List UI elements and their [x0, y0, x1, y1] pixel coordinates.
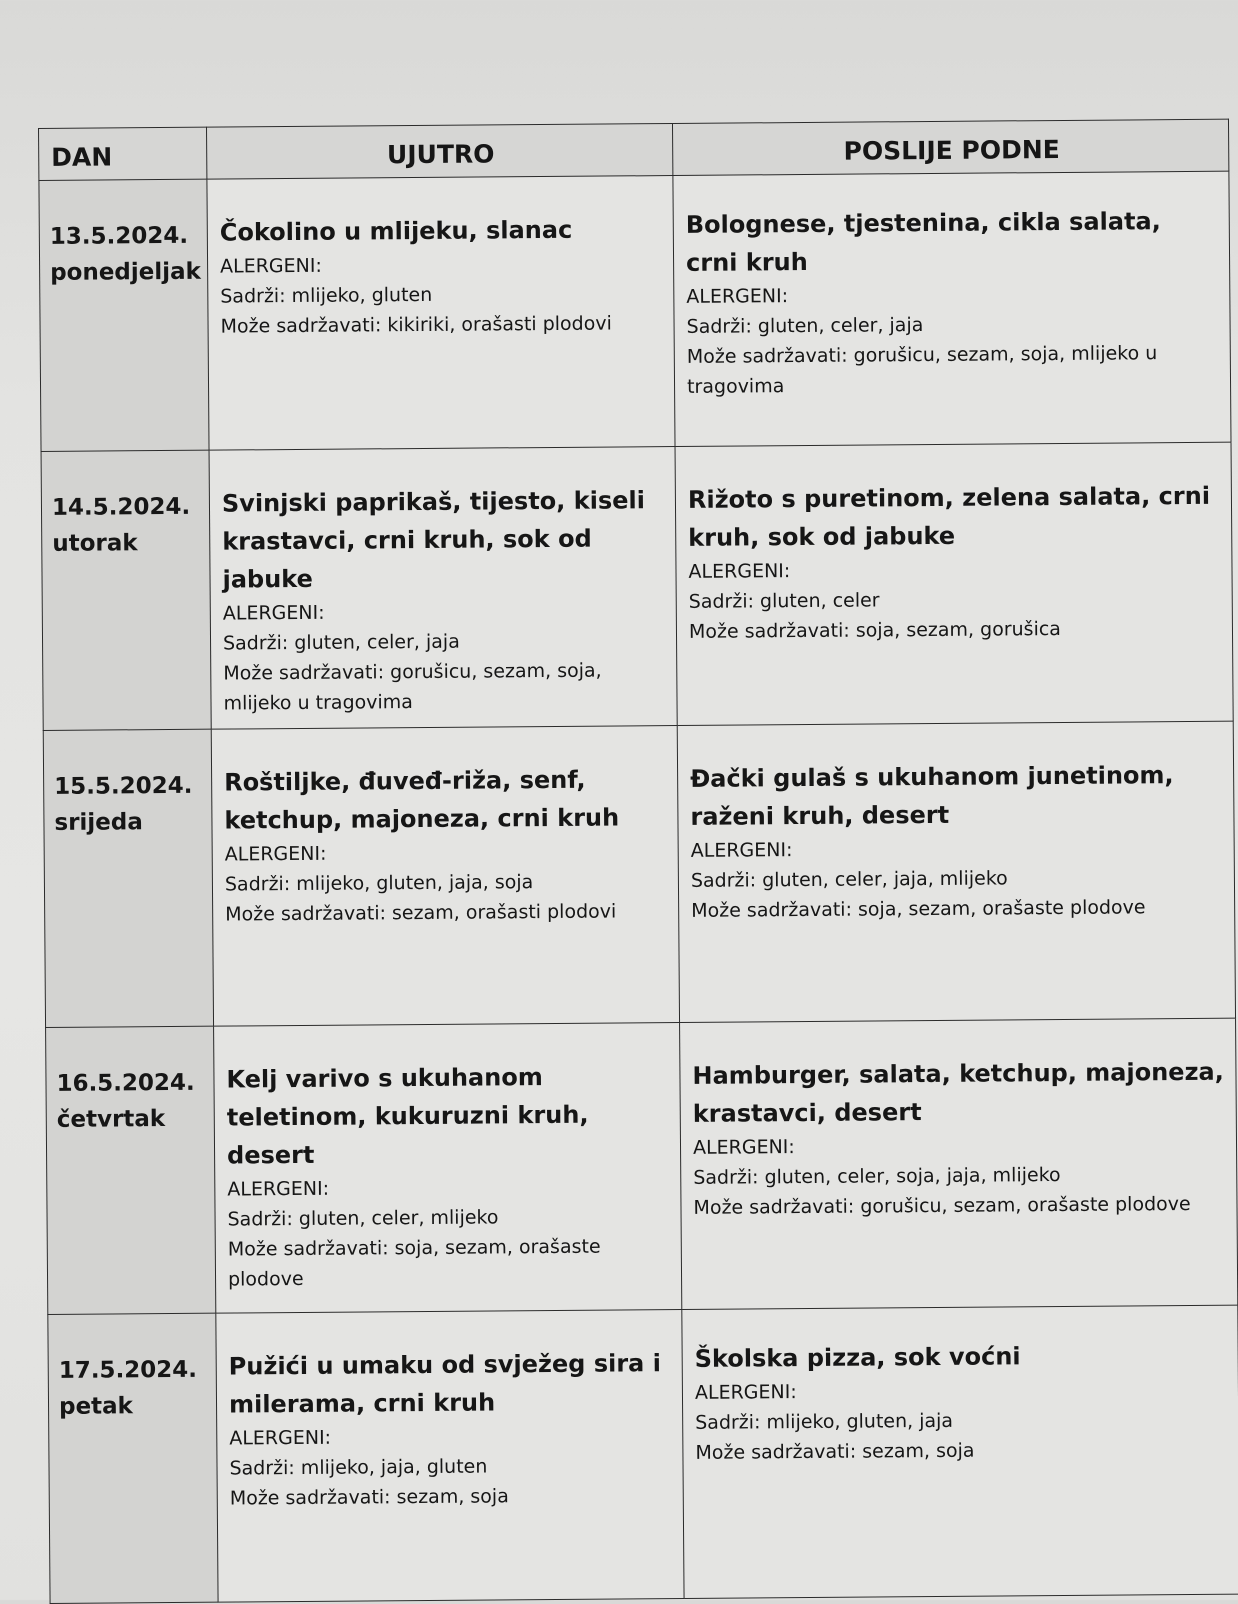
- allergens-contains: Sadrži: gluten, celer, jaja: [686, 314, 924, 338]
- header-day: DAN: [39, 127, 207, 180]
- meal-title: Roštiljke, đuveđ-riža, senf, ketchup, majoneza, crni kruh: [224, 765, 620, 835]
- allergens-contains: Sadrži: gluten, celer, soja, jaja, mlijeko: [693, 1164, 1061, 1189]
- allergens-label: ALERGENI:: [694, 1381, 797, 1404]
- weekly-menu-table: [38, 119, 1238, 1604]
- day-cell: [39, 179, 209, 451]
- day-weekday: srijeda: [54, 809, 143, 836]
- afternoon-cell: [682, 1305, 1238, 1598]
- morning-cell: [209, 447, 677, 730]
- day-date: 13.5.2024.: [49, 222, 189, 250]
- morning-cell: [214, 1022, 682, 1313]
- allergens-label: ALERGENI:: [224, 842, 327, 866]
- meal-title: Bolognese, tjestenina, cikla salata, crni kruh: [685, 207, 1161, 277]
- meal-title: Hamburger, salata, ketchup, majoneza, krastavci, desert: [692, 1057, 1224, 1128]
- allergens-may-contain: Može sadržavati: sezam, soja: [695, 1439, 975, 1464]
- day-weekday: utorak: [52, 530, 138, 557]
- day-weekday: petak: [58, 1393, 134, 1420]
- table-row: [43, 721, 1235, 1027]
- afternoon-cell: [680, 1018, 1238, 1309]
- allergens-label: ALERGENI:: [220, 254, 322, 278]
- allergens-may-contain: Može sadržavati: sezam, orašasti plodovi: [225, 900, 617, 926]
- meal-title: Svinjski paprikaš, tijesto, kiseli krastavci, crni kruh, sok od jabuke: [221, 486, 646, 594]
- table-row: [48, 1305, 1238, 1603]
- allergens-may-contain: Može sadržavati: gorušicu, sezam, soja, mlijeko u tragovima: [223, 659, 602, 715]
- meal-title: Kelj varivo s ukuhanom teletinom, kukuruzni kruh, desert: [226, 1063, 589, 1170]
- allergens-may-contain: Može sadržavati: soja, sezam, orašaste plodove: [227, 1235, 601, 1291]
- allergens-may-contain: Može sadržavati: kikiriki, orašasti plodovi: [220, 312, 612, 338]
- day-cell: [46, 1026, 216, 1314]
- header-morning: UJUTRO: [206, 124, 672, 180]
- allergens-label: ALERGENI:: [227, 1177, 330, 1201]
- meal-title: Rižoto s puretinom, zelena salata, crni kruh, sok od jabuke: [687, 481, 1211, 552]
- allergens-may-contain: Može sadržavati: gorušicu, sezam, soja, mlijeko u tragovima: [686, 342, 1158, 398]
- meal-title: Školska pizza, sok voćni: [694, 1342, 1021, 1373]
- afternoon-cell: [675, 442, 1233, 725]
- morning-cell: [216, 1309, 684, 1602]
- day-date: 17.5.2024.: [58, 1356, 198, 1384]
- day-cell: [48, 1313, 218, 1603]
- allergens-contains: Sadrži: gluten, celer, jaja, mlijeko: [690, 867, 1008, 892]
- allergens-may-contain: Može sadržavati: sezam, soja: [229, 1485, 509, 1510]
- allergens-contains: Sadrži: mlijeko, jaja, gluten: [229, 1455, 488, 1480]
- header-row: [39, 119, 1229, 180]
- day-weekday: četvrtak: [56, 1106, 166, 1133]
- meal-title: Pužići u umaku od svježeg sira i milerama, crni kruh: [228, 1349, 662, 1419]
- allergens-contains: Sadrži: mlijeko, gluten, jaja: [695, 1409, 954, 1434]
- table-row: [39, 171, 1231, 451]
- morning-cell: [207, 176, 675, 451]
- allergens-label: ALERGENI:: [222, 601, 325, 625]
- morning-cell: [211, 725, 679, 1026]
- allergens-contains: Sadrži: mlijeko, gluten: [220, 283, 433, 308]
- allergens-label: ALERGENI:: [692, 1136, 795, 1159]
- day-date: 15.5.2024.: [54, 772, 193, 800]
- allergens-contains: Sadrži: gluten, celer: [688, 589, 880, 613]
- allergens-may-contain: Može sadržavati: soja, sezam, orašaste plodove: [691, 896, 1146, 922]
- day-cell: [43, 729, 213, 1027]
- allergens-contains: Sadrži: mlijeko, gluten, jaja, soja: [224, 871, 534, 896]
- meal-title: Đački gulaš s ukuhanom junetinom, raženi kruh, desert: [690, 761, 1174, 831]
- table-row: [46, 1018, 1238, 1314]
- allergens-contains: Sadrži: gluten, celer, mlijeko: [227, 1206, 499, 1231]
- header-afternoon: POSLIJE PODNE: [672, 119, 1228, 175]
- allergens-label: ALERGENI:: [688, 560, 791, 583]
- allergens-may-contain: Može sadržavati: gorušicu, sezam, orašaste plodove: [693, 1192, 1191, 1219]
- table-row: [41, 442, 1233, 730]
- afternoon-cell: [673, 171, 1231, 446]
- allergens-label: ALERGENI:: [690, 839, 793, 862]
- allergens-label: ALERGENI:: [686, 285, 789, 308]
- allergens-may-contain: Može sadržavati: soja, sezam, gorušica: [688, 617, 1061, 643]
- day-weekday: ponedjeljak: [50, 258, 202, 286]
- allergens-contains: Sadrži: gluten, celer, jaja: [222, 630, 460, 655]
- day-cell: [41, 450, 211, 730]
- day-date: 14.5.2024.: [51, 493, 191, 521]
- day-date: 16.5.2024.: [56, 1069, 195, 1097]
- afternoon-cell: [677, 721, 1235, 1022]
- meal-title: Čokolino u mlijeku, slanac: [219, 215, 573, 247]
- allergens-label: ALERGENI:: [229, 1426, 332, 1450]
